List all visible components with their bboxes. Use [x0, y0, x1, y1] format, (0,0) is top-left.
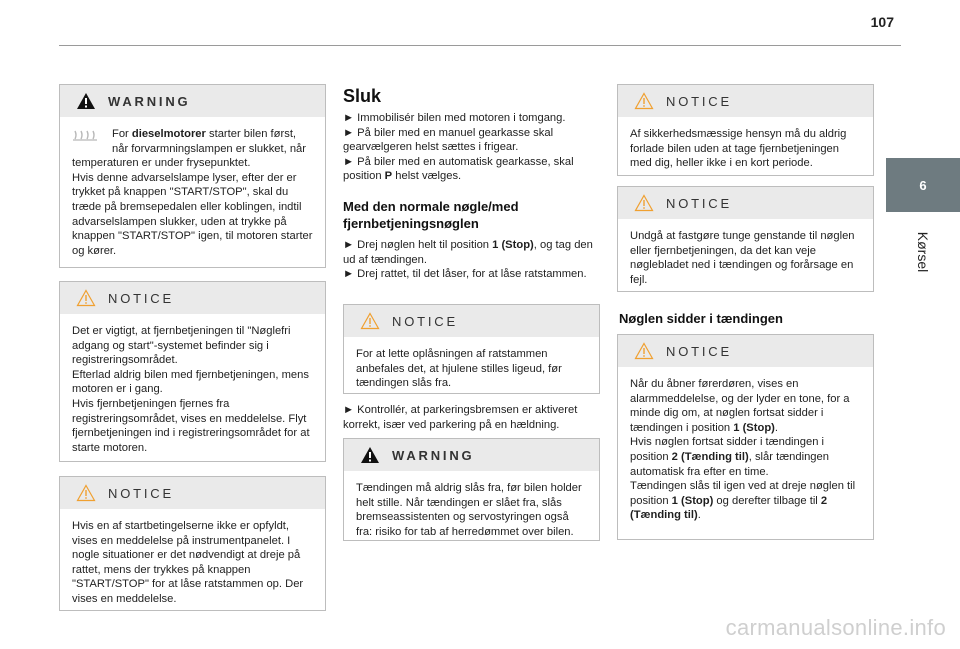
notice-label: NOTICE	[108, 485, 174, 501]
key-step-2: ► Drej rattet, til det låser, for at låse ratstammen.	[343, 268, 587, 281]
notice-triangle-icon	[634, 92, 654, 110]
subheading-normal-key: Med den normale nøgle/med fjernbetjeningsnøglen	[343, 199, 519, 231]
parking-brake-check	[343, 403, 600, 432]
section-title-sluk: Sluk	[343, 86, 382, 106]
chapter-label-text: Kørsel	[914, 231, 931, 273]
notice-header	[618, 335, 873, 367]
notice-body: Det er vigtigt, at fjernbetjeningen til "Nøglefri adgang og start"-systemet befinder sig i registreringsområdet. Efterlad aldrig bilen med fjernbetjeningen, mens motoren er i gang. Hvis fjernbetjeningen fjernes fra registreringsområdet, vises en meddelelse. Flyt fjernbetjeningen ind i registreringsområdet for at starte motoren.	[72, 325, 310, 454]
notice-body: Undgå at fastgøre tunge genstande til nøglen eller fjernbetjeningen, da det kan veje nøglebladet ned i tændingen og forårsage en fejl.	[630, 230, 855, 286]
notice-box-start-conditions	[59, 476, 326, 611]
chapter-label	[886, 212, 960, 292]
warning-body: Tændingen må aldrig slås fra, før bilen holder helt stille. Når tændingen er slået fra, slås bremseassistenten og servostyringen også fra: risiko for tab af herredømmet over bilen.	[356, 482, 582, 538]
notice-label: NOTICE	[392, 313, 458, 329]
intro-step-3: ► På biler med en automatisk gearkasse, skal position P helst vælges.	[343, 155, 574, 183]
notice-triangle-icon	[634, 342, 654, 360]
warning-box-diesel	[59, 84, 326, 268]
notice-box-steering-lock	[343, 304, 600, 394]
warning-lead: For dieselmotorer starter bilen først,	[112, 128, 297, 140]
warning-header	[60, 85, 325, 117]
intro-step-2: ► På biler med en manuel gearkasse skal gearvælgeren helst sættes i frigear.	[343, 126, 554, 154]
notice-header	[344, 305, 599, 337]
warning-label: WARNING	[392, 447, 475, 463]
warning-triangle-icon	[360, 446, 380, 464]
notice-box-take-remote	[617, 84, 874, 176]
notice-body: Hvis en af startbetingelserne ikke er opfyldt, vises en meddelelse på instrumentpanelet. I nogle situationer er det nødvendigt at dreje på rattet, mens der trykkes på knappen "START/STOP" for at låse ratstammen op. Der vises en meddelelse.	[72, 520, 304, 605]
warning-label: WARNING	[108, 93, 191, 109]
notice-label: NOTICE	[108, 290, 174, 306]
notice-triangle-icon	[634, 194, 654, 212]
notice-header	[618, 85, 873, 117]
page-number: 107	[870, 14, 894, 30]
warning-header	[344, 439, 599, 471]
notice-label: NOTICE	[666, 93, 732, 109]
notice-header	[618, 187, 873, 219]
notice-header	[60, 282, 325, 314]
notice-paragraph-3: Tændingen slås til igen ved at dreje nøglen til position 1 (Stop) og derefter tilbage til 2 (Tænding til).	[630, 480, 856, 522]
glow-plug-lamp-icon	[72, 129, 98, 141]
watermark: carmanualsonline.info	[725, 615, 946, 640]
notice-header	[60, 477, 325, 509]
notice-body: For at lette oplåsningen af ratstammen anbefales det, at hjulene stilles ligeud, før tændingen slås fra.	[356, 348, 562, 390]
chapter-number: 6	[919, 177, 927, 193]
notice-triangle-icon	[360, 312, 380, 330]
warning-triangle-icon	[76, 92, 96, 110]
chapter-tab[interactable]	[886, 158, 960, 212]
notice-box-keyless	[59, 281, 326, 462]
warning-box-ignition	[343, 438, 600, 541]
subheading-key-in-ignition: Nøglen sidder i tændingen	[619, 311, 783, 326]
intro-step-1: ► Immobilisér bilen med motoren i tomgang.	[343, 112, 566, 124]
notice-body: Af sikkerhedsmæssige hensyn må du aldrig forlade bilen uden at tage fjernbetjeningen med dig, heller ikke i en kort periode.	[630, 128, 847, 170]
normal-key-steps	[343, 238, 600, 282]
notice-triangle-icon	[76, 484, 96, 502]
top-rule	[59, 45, 901, 46]
notice-paragraph-2: Hvis nøglen fortsat sidder i tændingen i position 2 (Tænding til), slår tændingen automatisk fra efter en time.	[630, 436, 829, 478]
warning-body: temperaturen er under frysepunktet. Hvis denne advarselslampe lyser, efter der er trykket på knappen "START/STOP", skal du træde på bremsepedalen eller koblingen, indtil advarselslampen slukker, uden at trykke på knappen "START/STOP" igen, til motoren starter og kører.	[72, 157, 313, 257]
key-step-1: ► Drej nøglen helt til position 1 (Stop), og tag den ud af tændingen.	[343, 239, 593, 266]
notice-label: NOTICE	[666, 195, 732, 211]
sluk-intro	[343, 111, 600, 184]
notice-label: NOTICE	[666, 343, 732, 359]
warning-line2: når forvarmningslampen er slukket, når	[112, 142, 307, 155]
notice-box-key-alarm	[617, 334, 874, 540]
notice-triangle-icon	[76, 289, 96, 307]
check-step: ► Kontrollér, at parkeringsbremsen er aktiveret korrekt, især ved parkering på en hældning.	[343, 404, 578, 431]
notice-paragraph-1: Når du åbner førerdøren, vises en alarmmeddelelse, og der lyder en tone, for a minde dig om, at nøglen fortsat sidder i tændingen i position 1 (Stop).	[630, 378, 850, 434]
notice-box-heavy-objects	[617, 186, 874, 292]
